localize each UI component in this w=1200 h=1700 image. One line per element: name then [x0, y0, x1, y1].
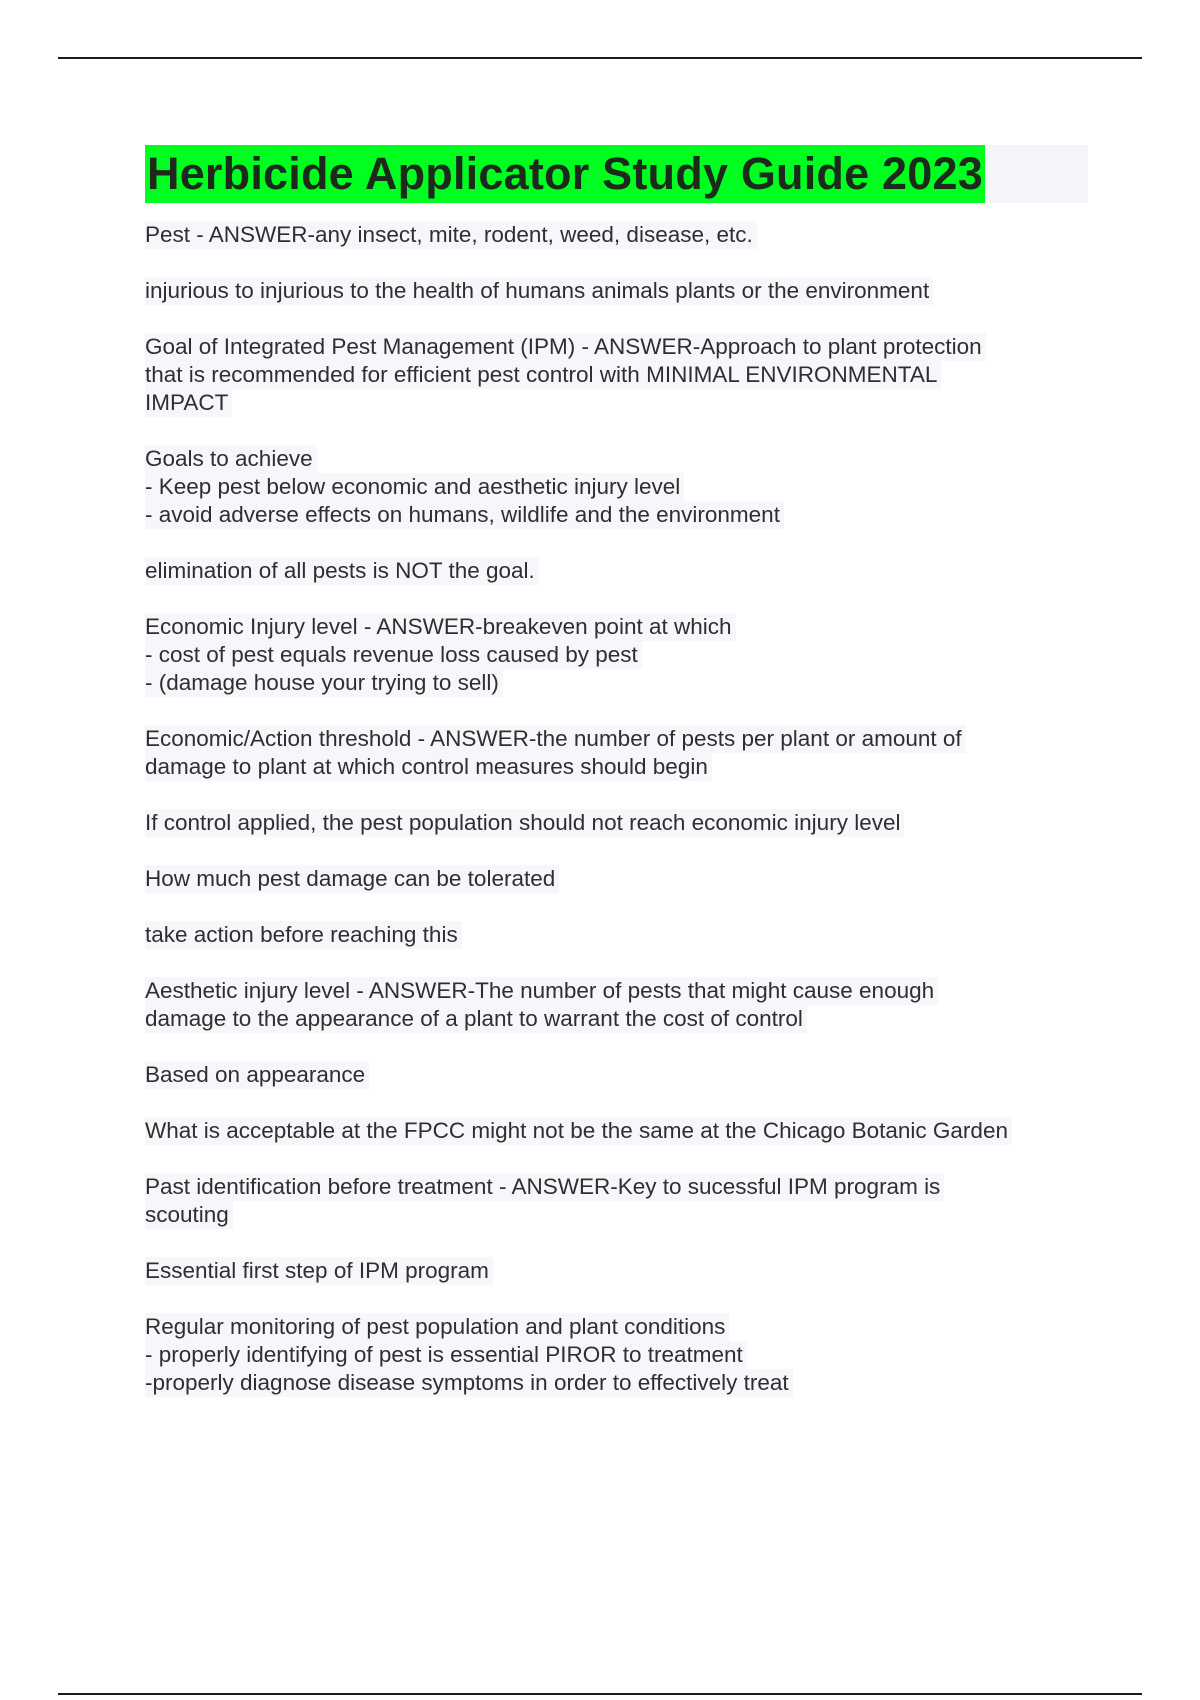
text-line-row — [145, 333, 1095, 361]
text-line-row — [145, 557, 1095, 585]
text-line-row — [145, 1173, 1095, 1201]
text-line-row — [145, 1341, 1095, 1369]
qa-paragraph — [145, 725, 1095, 781]
header-rule — [58, 57, 1142, 59]
text-line: If control applied, the pest population should not reach economic injury level — [145, 809, 904, 837]
text-line: damage to plant at which control measures should begin — [145, 753, 712, 781]
title-band — [145, 145, 1088, 203]
text-line-row — [145, 669, 1095, 697]
text-line: take action before reaching this — [145, 921, 462, 949]
text-line-row — [145, 1369, 1095, 1397]
text-line: IMPACT — [145, 389, 232, 417]
text-line: that is recommended for efficient pest control with MINIMAL ENVIRONMENTAL — [145, 361, 941, 389]
qa-paragraph — [145, 1117, 1095, 1145]
text-line-row — [145, 389, 1095, 417]
text-line: Pest - ANSWER-any insect, mite, rodent, weed, disease, etc. — [145, 221, 757, 249]
text-line-row — [145, 501, 1095, 529]
text-line-row — [145, 473, 1095, 501]
text-line: -properly diagnose disease symptoms in order to effectively treat — [145, 1369, 793, 1397]
text-line: damage to the appearance of a plant to warrant the cost of control — [145, 1005, 807, 1033]
qa-paragraph — [145, 221, 1095, 249]
text-line-row — [145, 1061, 1095, 1089]
text-line-row — [145, 277, 1095, 305]
qa-paragraph — [145, 333, 1095, 417]
text-line: - properly identifying of pest is essential PIROR to treatment — [145, 1341, 747, 1369]
text-line: Regular monitoring of pest population and plant conditions — [145, 1313, 729, 1341]
text-line-row — [145, 1117, 1095, 1145]
qa-paragraph — [145, 557, 1095, 585]
text-line: Economic Injury level - ANSWER-breakeven point at which — [145, 613, 736, 641]
document-body — [145, 145, 1095, 1425]
qa-paragraph — [145, 613, 1095, 697]
text-line: - avoid adverse effects on humans, wildlife and the environment — [145, 501, 784, 529]
text-line: Goals to achieve — [145, 445, 317, 473]
text-line-row — [145, 725, 1095, 753]
text-line: Goal of Integrated Pest Management (IPM) - ANSWER-Approach to plant protection — [145, 333, 986, 361]
qa-list — [145, 221, 1095, 1397]
qa-paragraph — [145, 977, 1095, 1033]
text-line-row — [145, 221, 1095, 249]
qa-paragraph — [145, 1313, 1095, 1397]
qa-paragraph — [145, 445, 1095, 529]
qa-paragraph — [145, 865, 1095, 893]
qa-paragraph — [145, 1173, 1095, 1229]
text-line: - Keep pest below economic and aesthetic injury level — [145, 473, 684, 501]
text-line-row — [145, 641, 1095, 669]
text-line-row — [145, 1005, 1095, 1033]
text-line: scouting — [145, 1201, 233, 1229]
text-line-row — [145, 1313, 1095, 1341]
text-line: Based on appearance — [145, 1061, 369, 1089]
text-line-row — [145, 613, 1095, 641]
text-line-row — [145, 921, 1095, 949]
text-line-row — [145, 977, 1095, 1005]
qa-paragraph — [145, 809, 1095, 837]
text-line: elimination of all pests is NOT the goal. — [145, 557, 539, 585]
text-line: Essential first step of IPM program — [145, 1257, 493, 1285]
qa-paragraph — [145, 1061, 1095, 1089]
text-line-row — [145, 809, 1095, 837]
text-line-row — [145, 361, 1095, 389]
text-line-row — [145, 445, 1095, 473]
text-line-row — [145, 753, 1095, 781]
text-line: Past identification before treatment - ANSWER-Key to sucessful IPM program is — [145, 1173, 944, 1201]
text-line: injurious to injurious to the health of humans animals plants or the environment — [145, 277, 933, 305]
footer-rule — [58, 1693, 1142, 1695]
text-line: - cost of pest equals revenue loss caused by pest — [145, 641, 642, 669]
text-line: What is acceptable at the FPCC might not be the same at the Chicago Botanic Garden — [145, 1117, 1012, 1145]
qa-paragraph — [145, 1257, 1095, 1285]
text-line: Aesthetic injury level - ANSWER-The number of pests that might cause enough — [145, 977, 938, 1005]
text-line: Economic/Action threshold - ANSWER-the number of pests per plant or amount of — [145, 725, 966, 753]
qa-paragraph — [145, 921, 1095, 949]
qa-paragraph — [145, 277, 1095, 305]
text-line-row — [145, 865, 1095, 893]
text-line-row — [145, 1257, 1095, 1285]
document-title: Herbicide Applicator Study Guide 2023 — [145, 145, 985, 203]
text-line-row — [145, 1201, 1095, 1229]
text-line: How much pest damage can be tolerated — [145, 865, 559, 893]
text-line: - (damage house your trying to sell) — [145, 669, 503, 697]
